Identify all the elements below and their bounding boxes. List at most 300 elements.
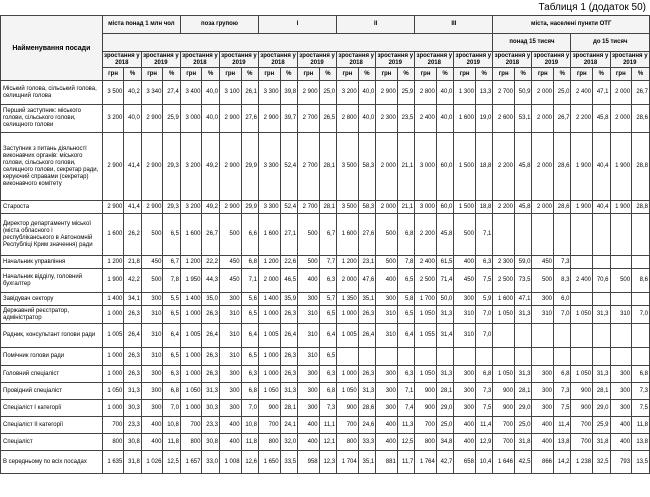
position-name-cell: Провідний спеціаліст [1,383,103,400]
uah-value-cell: 2 900 [219,133,241,201]
percent-value-cell: 7,7 [319,256,337,269]
uah-value-cell: 300 [141,293,163,306]
percent-value-cell: 7,8 [397,256,415,269]
percent-value-cell: 31,3 [124,383,141,400]
percent-value-cell: 26,3 [358,306,375,324]
percent-value-cell [514,214,531,256]
percent-value-cell: 46,5 [280,269,297,293]
percent-value-cell: 30,8 [202,434,219,451]
percent-value-cell [593,293,610,306]
percent-value-cell: 50,0 [436,293,453,306]
percent-value-cell: 6,3 [319,269,337,293]
uah-value-cell: 2 000 [532,201,554,214]
percent-value-cell: 7,0 [554,306,571,324]
uah-value-cell: 1 635 [102,451,124,474]
table-row [1,293,650,306]
uah-value-cell: 2 400 [571,81,593,105]
percent-value-cell [593,256,610,269]
uah-value-cell: 2 300 [493,256,515,269]
uah-value-cell: 1 050 [493,306,515,324]
percent-value-cell: 28,6 [554,133,571,201]
uah-value-cell: 2 000 [376,201,398,214]
unit-uah-header: грн [493,68,515,81]
unit-uah-header: грн [180,68,202,81]
percent-value-cell: 73,5 [514,269,531,293]
percent-value-cell: 7,3 [319,400,337,417]
percent-value-cell: 7,5 [475,269,492,293]
percent-value-cell: 6,3 [241,366,258,383]
uah-value-cell: 1 000 [102,348,124,366]
unit-percent-header: % [163,68,181,81]
percent-value-cell: 6,3 [397,366,415,383]
growth-year-header: зростання у 2018 [260,52,296,66]
percent-value-cell: 5,7 [319,293,337,306]
uah-value-cell [337,348,359,366]
percent-value-cell: 31,3 [593,306,610,324]
uah-value-cell [376,348,398,366]
uah-value-cell: 1 005 [102,324,124,348]
uah-value-cell [532,214,554,256]
percent-value-cell: 21,1 [397,133,415,201]
percent-value-cell: 25,0 [554,81,571,105]
percent-value-cell: 58,3 [358,133,375,201]
uah-value-cell: 300 [532,293,554,306]
uah-value-cell: 700 [180,417,202,434]
position-name-cell: Заступник з питань діяльності виконавчих органів: міського голови, сільського голови, селищного голови, секретар ради, керуючий справами (секретар) виконавчого комітету [1,133,103,201]
percent-value-cell: 8,6 [632,269,650,293]
uah-value-cell: 800 [415,434,437,451]
percent-value-cell: 28,1 [280,400,297,417]
percent-value-cell: 60,0 [436,133,453,201]
uah-value-cell [571,214,593,256]
table-row [1,201,650,214]
uah-value-cell: 500 [298,256,320,269]
percent-value-cell: 32,0 [280,434,297,451]
uah-value-cell: 2 000 [532,133,554,201]
unit-percent-header: % [397,68,415,81]
percent-value-cell: 28,6 [632,105,650,133]
percent-value-cell: 28,1 [319,201,337,214]
unit-uah-header: грн [415,68,437,81]
position-name-cell: Директор департаменту міської (міста обласного і республіканського в Автономній Республіці Крим значення) ради [1,214,103,256]
percent-value-cell: 7,5 [632,400,650,417]
unit-uah-header: грн [298,68,320,81]
percent-value-cell: 28,1 [514,383,531,400]
uah-value-cell: 900 [571,383,593,400]
uah-value-cell: 2 900 [141,133,163,201]
percent-value-cell: 12,3 [319,451,337,474]
uah-value-cell [415,348,437,366]
uah-value-cell: 310 [376,306,398,324]
percent-value-cell: 31,8 [593,434,610,451]
uah-value-cell: 2 400 [415,105,437,133]
uah-value-cell: 400 [141,417,163,434]
percent-value-cell: 7,1 [241,269,258,293]
percent-value-cell: 47,1 [593,81,610,105]
position-name-cell: Староста [1,201,103,214]
uah-value-cell: 2 000 [259,269,281,293]
percent-value-cell: 28,8 [632,201,650,214]
percent-value-cell: 10,4 [475,451,492,474]
percent-value-cell [475,348,492,366]
percent-value-cell: 49,2 [202,133,219,201]
position-column-header: Найменування посади [1,16,103,81]
percent-value-cell: 22,2 [202,256,219,269]
uah-value-cell: 2 900 [376,81,398,105]
uah-value-cell: 450 [532,256,554,269]
percent-value-cell: 7,1 [475,214,492,256]
uah-value-cell: 300 [298,293,320,306]
uah-value-cell: 310 [298,306,320,324]
percent-value-cell: 28,1 [436,383,453,400]
percent-value-cell: 31,3 [280,383,297,400]
uah-value-cell: 400 [298,417,320,434]
unit-percent-header: % [475,68,492,81]
uah-value-cell: 800 [337,434,359,451]
percent-value-cell: 47,1 [514,293,531,306]
growth-year-header: зростання у 2018 [104,52,140,66]
percent-value-cell: 29,0 [436,400,453,417]
percent-value-cell: 6,5 [319,306,337,324]
percent-value-cell: 7,3 [554,256,571,269]
uah-value-cell: 500 [298,214,320,256]
percent-value-cell: 13,8 [632,434,650,451]
percent-value-cell: 44,3 [202,269,219,293]
uah-value-cell: 2 900 [298,81,320,105]
percent-value-cell: 61,5 [436,256,453,269]
uah-value-cell: 1 764 [415,451,437,474]
percent-value-cell: 6,5 [319,348,337,366]
table-row [1,306,650,324]
percent-value-cell: 40,4 [593,201,610,214]
unit-uah-header: грн [337,68,359,81]
table-row [1,81,650,105]
percent-value-cell: 11,1 [319,417,337,434]
percent-value-cell: 27,4 [163,81,181,105]
uah-value-cell: 1 000 [259,348,281,366]
percent-value-cell: 31,3 [514,366,531,383]
uah-value-cell: 700 [571,434,593,451]
percent-value-cell: 26,3 [280,348,297,366]
uah-value-cell: 958 [298,451,320,474]
percent-value-cell: 29,9 [241,201,258,214]
growth-year-header: зростання у 2018 [182,52,218,66]
group-header-i: I [259,16,337,34]
percent-value-cell: 24,1 [280,417,297,434]
percent-value-cell: 52,4 [280,201,297,214]
uah-value-cell: 900 [415,383,437,400]
uah-value-cell: 1 050 [337,383,359,400]
uah-value-cell: 700 [337,417,359,434]
uah-value-cell: 1 350 [337,293,359,306]
unit-uah-header: грн [259,68,281,81]
uah-value-cell [610,214,632,256]
percent-value-cell: 13,3 [475,81,492,105]
percent-value-cell: 42,5 [514,451,531,474]
uah-value-cell: 400 [376,417,398,434]
position-name-cell: Начальник відділу, головний бухгалтер [1,269,103,293]
growth-year-header: зростання у 2019 [143,52,179,66]
percent-value-cell [358,348,375,366]
percent-value-cell: 26,7 [554,105,571,133]
uah-value-cell: 300 [610,366,632,383]
uah-value-cell: 900 [493,400,515,417]
percent-value-cell [593,348,610,366]
uah-value-cell: 450 [141,256,163,269]
percent-value-cell: 25,0 [514,417,531,434]
percent-value-cell: 58,3 [358,201,375,214]
uah-value-cell: 3 000 [415,133,437,201]
uah-value-cell: 300 [610,383,632,400]
uah-value-cell: 2 000 [532,81,554,105]
percent-value-cell: 40,2 [124,81,141,105]
uah-value-cell: 1 600 [259,214,281,256]
percent-value-cell: 28,6 [358,400,375,417]
uah-value-cell: 1 600 [493,293,515,306]
uah-value-cell: 400 [376,434,398,451]
percent-value-cell [514,324,531,348]
percent-value-cell: 29,3 [163,133,181,201]
percent-value-cell: 27,6 [241,105,258,133]
uah-value-cell: 2 900 [102,133,124,201]
uah-value-cell: 1 900 [610,133,632,201]
percent-value-cell: 11,4 [475,417,492,434]
uah-value-cell: 3 500 [337,133,359,201]
uah-value-cell: 1 400 [259,293,281,306]
percent-value-cell [554,348,571,366]
percent-value-cell: 11,8 [163,434,181,451]
position-name-cell: Державний реєстратор, адміністратор [1,306,103,324]
uah-value-cell [454,348,476,366]
percent-value-cell: 25,9 [397,81,415,105]
uah-value-cell: 900 [415,400,437,417]
percent-value-cell: 21,8 [124,256,141,269]
percent-value-cell: 29,9 [241,133,258,201]
uah-value-cell: 1 000 [180,366,202,383]
growth-year-header: зростання у 2019 [221,52,257,66]
percent-value-cell: 11,3 [397,417,415,434]
table-row [1,324,650,348]
percent-value-cell: 60,0 [436,201,453,214]
uah-value-cell: 1 900 [571,133,593,201]
uah-value-cell: 1 646 [493,451,515,474]
unit-percent-header: % [554,68,571,81]
uah-value-cell: 1 500 [454,133,476,201]
percent-value-cell: 35,1 [358,451,375,474]
uah-value-cell: 310 [298,324,320,348]
percent-value-cell [397,348,415,366]
uah-value-cell: 500 [376,214,398,256]
percent-value-cell: 6,5 [397,269,415,293]
table-row [1,269,650,293]
unit-percent-header: % [358,68,375,81]
uah-value-cell: 300 [376,366,398,383]
percent-value-cell: 45,8 [514,201,531,214]
percent-value-cell: 31,8 [124,451,141,474]
unit-uah-header: грн [454,68,476,81]
table-row [1,400,650,417]
percent-value-cell: 29,0 [593,400,610,417]
uah-value-cell: 300 [219,383,241,400]
position-name-cell: Спеціаліст [1,434,103,451]
uah-value-cell: 2 900 [141,201,163,214]
percent-value-cell [593,324,610,348]
percent-value-cell: 26,3 [280,366,297,383]
uah-value-cell: 1 900 [571,201,593,214]
uah-value-cell: 300 [532,400,554,417]
percent-value-cell: 39,8 [280,81,297,105]
percent-value-cell: 21,1 [397,201,415,214]
percent-value-cell: 7,0 [475,324,492,348]
percent-value-cell: 26,5 [319,105,337,133]
percent-value-cell: 6,3 [163,366,181,383]
percent-value-cell: 5,6 [241,293,258,306]
percent-value-cell: 6,5 [397,306,415,324]
uah-value-cell: 700 [415,417,437,434]
percent-value-cell: 11,8 [632,417,650,434]
uah-value-cell: 700 [493,434,515,451]
percent-value-cell: 7,4 [397,400,415,417]
growth-year-header: зростання у 2019 [455,52,492,66]
percent-value-cell: 40,0 [202,81,219,105]
unit-uah-header: грн [141,68,163,81]
uah-value-cell: 3 300 [259,201,281,214]
percent-value-cell: 30,3 [124,400,141,417]
uah-value-cell: 300 [219,366,241,383]
percent-value-cell: 31,8 [514,434,531,451]
percent-value-cell: 26,3 [124,348,141,366]
uah-value-cell: 400 [454,256,476,269]
uah-value-cell: 300 [219,293,241,306]
uah-value-cell: 1 000 [102,306,124,324]
position-name-cell: Спеціаліст II категорії [1,417,103,434]
uah-value-cell: 2 000 [337,269,359,293]
uah-value-cell: 2 900 [219,201,241,214]
growth-year-header: зростання у 2019 [611,52,648,66]
percent-value-cell: 6,4 [319,324,337,348]
percent-value-cell: 6,8 [241,383,258,400]
growth-year-header: зростання у 2018 [338,52,374,66]
unit-uah-header: грн [571,68,593,81]
unit-uah-header: грн [532,68,554,81]
percent-value-cell: 6,8 [319,383,337,400]
percent-value-cell: 7,0 [632,306,650,324]
uah-value-cell: 310 [454,324,476,348]
unit-percent-header: % [593,68,610,81]
uah-value-cell: 1 238 [571,451,593,474]
uah-value-cell: 310 [141,306,163,324]
position-name-cell: Помічник голови ради [1,348,103,366]
uah-value-cell: 1 050 [571,306,593,324]
uah-value-cell: 900 [493,383,515,400]
percent-value-cell: 31,3 [514,306,531,324]
percent-value-cell: 50,9 [514,81,531,105]
percent-value-cell: 26,4 [202,324,219,348]
uah-value-cell: 1 200 [102,256,124,269]
uah-value-cell: 310 [141,348,163,366]
uah-value-cell: 1 600 [454,105,476,133]
uah-value-cell: 2 200 [571,105,593,133]
position-name-cell: Перший заступник: міського голови, сільського голови, селищного голови [1,105,103,133]
uah-value-cell: 2 400 [415,256,437,269]
uah-value-cell: 700 [102,417,124,434]
percent-value-cell: 35,9 [280,293,297,306]
uah-value-cell: 1 400 [102,293,124,306]
uah-value-cell: 500 [532,269,554,293]
percent-value-cell: 6,5 [241,306,258,324]
uah-value-cell: 300 [298,400,320,417]
uah-value-cell: 300 [141,366,163,383]
table-row [1,256,650,269]
position-name-cell: Начальник управління [1,256,103,269]
uah-value-cell: 500 [454,214,476,256]
percent-value-cell [632,348,650,366]
percent-value-cell: 24,6 [358,417,375,434]
percent-value-cell: 14,2 [554,451,571,474]
percent-value-cell: 28,1 [593,383,610,400]
unit-percent-header: % [241,68,258,81]
percent-value-cell: 23,5 [397,105,415,133]
uah-value-cell [493,348,515,366]
percent-value-cell: 7,3 [475,383,492,400]
uah-value-cell: 1 050 [571,366,593,383]
uah-value-cell: 2 000 [532,105,554,133]
percent-value-cell: 28,1 [319,133,337,201]
uah-value-cell: 700 [259,417,281,434]
uah-value-cell: 500 [219,214,241,256]
percent-value-cell [514,348,531,366]
uah-value-cell: 2 300 [376,105,398,133]
uah-value-cell: 310 [376,324,398,348]
percent-value-cell: 6,7 [163,256,181,269]
percent-value-cell: 34,1 [124,293,141,306]
percent-value-cell: 34,8 [436,434,453,451]
table-row [1,366,650,383]
uah-value-cell: 2 000 [610,81,632,105]
uah-value-cell: 2 900 [102,201,124,214]
uah-value-cell: 1 055 [415,324,437,348]
percent-value-cell: 6,8 [632,366,650,383]
salary-growth-table [0,15,650,474]
uah-value-cell [571,256,593,269]
percent-value-cell: 71,4 [436,269,453,293]
percent-value-cell: 11,4 [554,417,571,434]
percent-value-cell: 31,3 [358,383,375,400]
uah-value-cell: 300 [376,293,398,306]
uah-value-cell: 3 100 [219,81,241,105]
uah-value-cell: 310 [610,306,632,324]
percent-value-cell: 31,3 [436,366,453,383]
uah-value-cell [532,348,554,366]
percent-value-cell: 7,0 [163,400,181,417]
uah-value-cell: 310 [219,348,241,366]
uah-value-cell: 300 [298,383,320,400]
uah-value-cell: 450 [219,256,241,269]
percent-value-cell: 26,4 [358,324,375,348]
percent-value-cell: 6,0 [554,293,571,306]
table-row [1,348,650,366]
uah-value-cell: 1 050 [493,366,515,383]
percent-value-cell: 6,3 [319,366,337,383]
uah-value-cell: 450 [219,269,241,293]
unit-uah-header: грн [376,68,398,81]
percent-value-cell: 47,6 [358,269,375,293]
percent-value-cell: 6,4 [241,324,258,348]
percent-value-cell: 6,8 [475,366,492,383]
percent-value-cell: 8,3 [554,269,571,293]
uah-value-cell [571,293,593,306]
percent-value-cell: 6,5 [163,306,181,324]
